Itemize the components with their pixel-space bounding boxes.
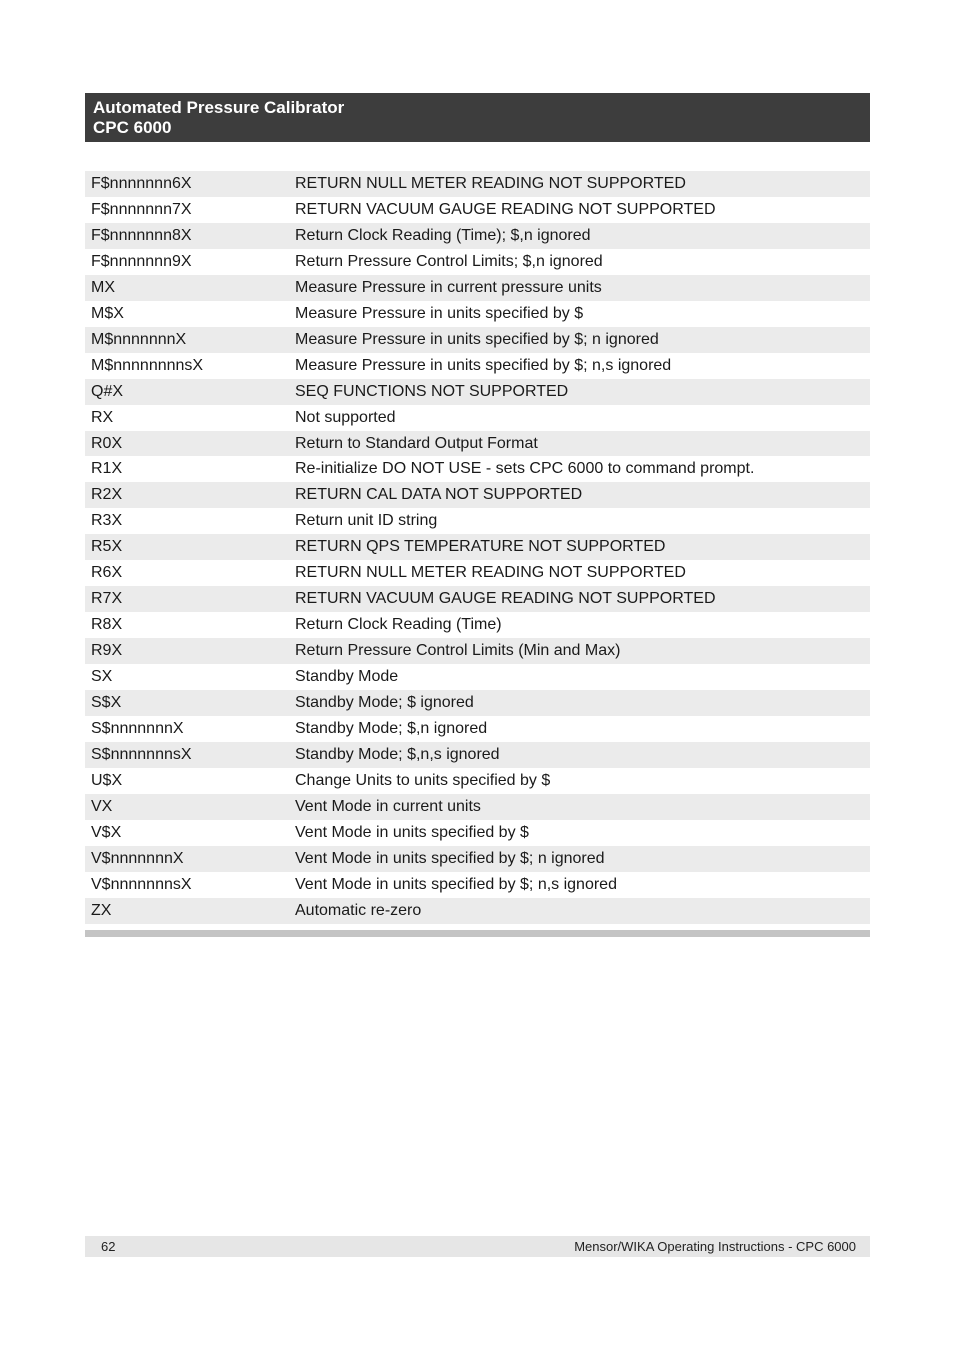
command-code: RX (91, 408, 114, 426)
command-description: Standby Mode; $ ignored (295, 694, 474, 712)
command-description: Measure Pressure in units specified by $ (295, 304, 584, 322)
command-description: RETURN NULL METER READING NOT SUPPORTED (295, 564, 686, 582)
command-code: ZX (91, 901, 112, 919)
command-code: F$nnnnnnn6X (91, 174, 192, 192)
table-row (85, 872, 870, 898)
table-row (85, 171, 870, 197)
command-code: R8X (91, 616, 123, 634)
table-row (85, 846, 870, 872)
command-description: Return Pressure Control Limits; $,n ignored (295, 252, 603, 270)
table-bottom-rule (85, 930, 870, 937)
table-row (85, 534, 870, 560)
command-description: Vent Mode in units specified by $; n,s ignored (295, 875, 617, 893)
table-row (85, 742, 870, 768)
table-row (85, 275, 870, 301)
table-row (85, 612, 870, 638)
command-description: Change Units to units specified by $ (295, 771, 551, 789)
header-title-line1: Automated Pressure Calibrator (93, 98, 345, 117)
command-code: VX (91, 797, 113, 815)
command-code: M$nnnnnnnnsX (91, 356, 204, 374)
command-description: Automatic re-zero (295, 901, 422, 919)
command-description: Return unit ID string (295, 512, 438, 530)
command-description: RETURN VACUUM GAUGE READING NOT SUPPORTED (295, 590, 716, 608)
table-row (85, 301, 870, 327)
table-row (85, 456, 870, 482)
command-description: Measure Pressure in current pressure units (295, 278, 602, 296)
command-code: R3X (91, 512, 123, 530)
table-row (85, 690, 870, 716)
table-row (85, 716, 870, 742)
command-code: S$X (91, 694, 122, 712)
command-description: Vent Mode in units specified by $ (295, 823, 529, 841)
page-footer (85, 1236, 870, 1257)
command-code: R5X (91, 538, 123, 556)
command-description: Vent Mode in current units (295, 797, 481, 815)
table-row (85, 794, 870, 820)
table-row (85, 508, 870, 534)
command-description: Standby Mode; $,n ignored (295, 719, 488, 737)
table-row (85, 482, 870, 508)
table-row (85, 638, 870, 664)
table-row (85, 249, 870, 275)
table-row (85, 768, 870, 794)
command-code: F$nnnnnnn7X (91, 200, 192, 218)
table-row (85, 898, 870, 924)
table-row (85, 560, 870, 586)
table-row (85, 353, 870, 379)
command-code: R7X (91, 590, 123, 608)
command-code: F$nnnnnnn8X (91, 226, 192, 244)
command-code: SX (91, 668, 113, 686)
command-description: Return Clock Reading (Time) (295, 616, 502, 634)
command-code: V$nnnnnnnX (91, 849, 184, 867)
command-description: Measure Pressure in units specified by $; n ignored (295, 330, 659, 348)
command-description: Standby Mode; $,n,s ignored (295, 745, 500, 763)
command-description: SEQ FUNCTIONS NOT SUPPORTED (295, 382, 569, 400)
command-code: R9X (91, 642, 123, 660)
command-description: Standby Mode (295, 668, 399, 686)
command-description: Measure Pressure in units specified by $; n,s ignored (295, 356, 672, 374)
command-code: V$X (91, 823, 122, 841)
command-description: RETURN QPS TEMPERATURE NOT SUPPORTED (295, 538, 666, 556)
command-code: U$X (91, 771, 123, 789)
table-row (85, 586, 870, 612)
page-number: 62 (101, 1239, 116, 1254)
command-description: RETURN VACUUM GAUGE READING NOT SUPPORTED (295, 200, 716, 218)
command-description: Not supported (295, 408, 396, 426)
command-code: S$nnnnnnnsX (91, 745, 192, 763)
table-row (85, 197, 870, 223)
command-code: Q#X (91, 382, 124, 400)
command-code: V$nnnnnnnsX (91, 875, 192, 893)
table-row (85, 820, 870, 846)
command-code: S$nnnnnnnX (91, 719, 184, 737)
table-row (85, 379, 870, 405)
command-code: R0X (91, 434, 123, 452)
command-description: Vent Mode in units specified by $; n ignored (295, 849, 605, 867)
command-description: Return to Standard Output Format (295, 434, 538, 452)
document-header (85, 93, 870, 142)
command-description: RETURN CAL DATA NOT SUPPORTED (295, 486, 583, 504)
table-row (85, 327, 870, 353)
table-row (85, 405, 870, 431)
table-row (85, 664, 870, 690)
command-description: Return Pressure Control Limits (Min and Max) (295, 642, 621, 660)
command-code: R2X (91, 486, 123, 504)
footer-document-title: Mensor/WIKA Operating Instructions - CPC 6000 (574, 1239, 856, 1254)
command-code: F$nnnnnnn9X (91, 252, 192, 270)
command-code: MX (91, 278, 115, 296)
table-row (85, 431, 870, 457)
header-title-line2: CPC 6000 (93, 118, 172, 137)
command-code: R6X (91, 564, 123, 582)
table-row (85, 223, 870, 249)
command-code: M$nnnnnnnX (91, 330, 187, 348)
command-table (85, 171, 870, 924)
command-description: RETURN NULL METER READING NOT SUPPORTED (295, 174, 686, 192)
command-code: R1X (91, 460, 123, 478)
command-description: Re-initialize DO NOT USE - sets CPC 6000 to command prompt. (295, 460, 755, 478)
command-description: Return Clock Reading (Time); $,n ignored (295, 226, 591, 244)
command-code: M$X (91, 304, 124, 322)
